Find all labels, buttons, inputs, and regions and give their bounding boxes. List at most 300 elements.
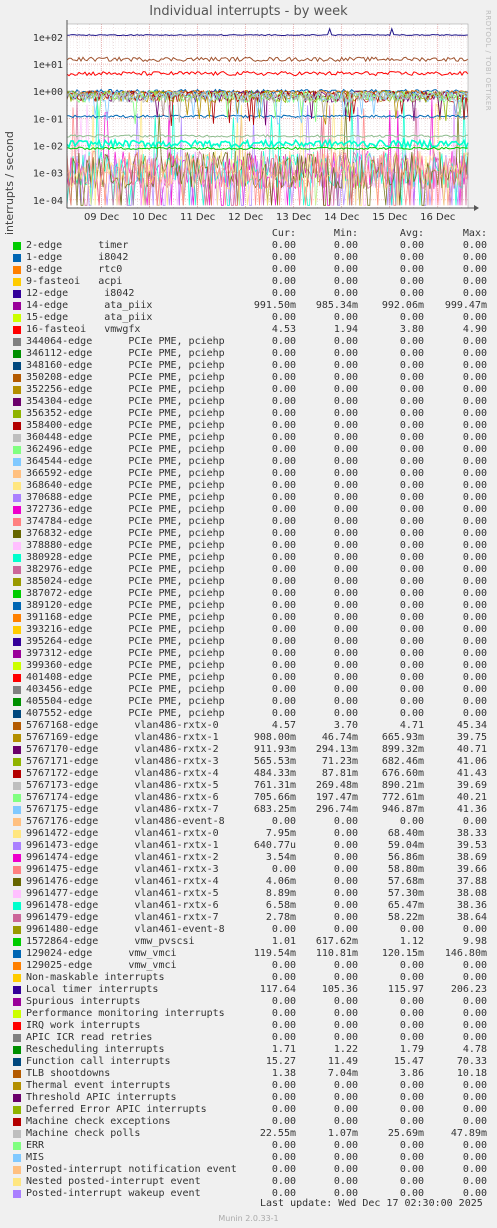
- legend-row: [0, 1068, 497, 1080]
- legend-series-name: 5767171-edge vlan486-rxtx-3: [26, 756, 219, 767]
- legend-swatch: [13, 1022, 21, 1030]
- legend-avg-value: 682.46m: [381, 756, 424, 767]
- legend-max-value: 0.00: [462, 648, 487, 659]
- legend-min-value: 0.00: [333, 648, 358, 659]
- legend-max-value: 70.33: [456, 1056, 487, 1067]
- legend-swatch: [13, 350, 21, 358]
- legend-cur-value: 8.89m: [265, 888, 296, 899]
- legend-cur-value: 0.00: [271, 648, 296, 659]
- legend-min-value: 0.00: [333, 264, 358, 275]
- legend-min-value: 0.00: [333, 312, 358, 323]
- legend-row: [0, 1032, 497, 1044]
- legend-avg-value: 0.00: [399, 384, 424, 395]
- legend-cur-value: 0.00: [271, 600, 296, 611]
- legend-row: [0, 912, 497, 924]
- legend-swatch: [13, 830, 21, 838]
- legend-min-value: 0.00: [333, 852, 358, 863]
- legend-series-name: TLB shootdowns: [26, 1068, 111, 1079]
- legend-max-value: 0.00: [462, 504, 487, 515]
- legend-max-value: 0.00: [462, 528, 487, 539]
- legend-min-value: 0.00: [333, 408, 358, 419]
- legend-avg-value: 0.00: [399, 504, 424, 515]
- legend-avg-value: 0.00: [399, 348, 424, 359]
- legend-row: [0, 612, 497, 624]
- legend-row: [0, 1128, 497, 1140]
- legend-avg-value: 1.79: [399, 1044, 424, 1055]
- legend-cur-value: 0.00: [271, 288, 296, 299]
- legend-max-value: 41.06: [456, 756, 487, 767]
- legend-avg-value: 0.00: [399, 540, 424, 551]
- legend-row: [0, 288, 497, 300]
- legend-cur-value: 908.00m: [253, 732, 296, 743]
- legend-max-value: 0.00: [462, 252, 487, 263]
- legend-cur-value: 4.53: [271, 324, 296, 335]
- legend-swatch: [13, 542, 21, 550]
- legend-header-max: Max:: [462, 228, 487, 239]
- legend-cur-value: 0.00: [271, 1140, 296, 1151]
- legend-min-value: 0.00: [333, 1188, 358, 1199]
- x-tick-label: 16 Dec: [420, 212, 456, 223]
- legend-series-name: 387072-edge PCIe PME, pciehp: [26, 588, 225, 599]
- legend-cur-value: 0.00: [271, 276, 296, 287]
- legend-swatch: [13, 1142, 21, 1150]
- legend-swatch: [13, 866, 21, 874]
- legend-max-value: 38.64: [456, 912, 487, 923]
- legend-avg-value: 0.00: [399, 432, 424, 443]
- legend-cur-value: 0.00: [271, 516, 296, 527]
- legend-series-name: 368640-edge PCIe PME, pciehp: [26, 480, 225, 491]
- legend-row: [0, 780, 497, 792]
- x-tick-label: 15 Dec: [372, 212, 408, 223]
- legend-row: [0, 528, 497, 540]
- legend-row: [0, 1092, 497, 1104]
- legend-max-value: 0.00: [462, 696, 487, 707]
- legend-avg-value: 0.00: [399, 264, 424, 275]
- legend-avg-value: 0.00: [399, 1152, 424, 1163]
- legend-row: [0, 336, 497, 348]
- legend-min-value: 0.00: [333, 660, 358, 671]
- legend-swatch: [13, 818, 21, 826]
- legend-cur-value: 0.00: [271, 504, 296, 515]
- legend-max-value: 0.00: [462, 588, 487, 599]
- legend-max-value: 0.00: [462, 672, 487, 683]
- legend-series-name: Posted-interrupt wakeup event: [26, 1188, 201, 1199]
- legend-avg-value: 0.00: [399, 312, 424, 323]
- legend-avg-value: 0.00: [399, 996, 424, 1007]
- legend-series-name: 344064-edge PCIe PME, pciehp: [26, 336, 225, 347]
- legend-swatch: [13, 710, 21, 718]
- legend-swatch: [13, 614, 21, 622]
- legend-swatch: [13, 914, 21, 922]
- legend-swatch: [13, 998, 21, 1006]
- legend-header-cur: Cur:: [271, 228, 296, 239]
- legend-row: [0, 648, 497, 660]
- legend-max-value: 0.00: [462, 564, 487, 575]
- legend-row: [0, 540, 497, 552]
- legend-row: [0, 420, 497, 432]
- legend-series-name: 5767173-edge vlan486-rxtx-5: [26, 780, 219, 791]
- legend-swatch: [13, 770, 21, 778]
- legend-cur-value: 705.66m: [253, 792, 296, 803]
- legend-swatch: [13, 374, 21, 382]
- legend-row: [0, 708, 497, 720]
- legend-min-value: 0.00: [333, 1080, 358, 1091]
- legend-cur-value: 640.77u: [253, 840, 296, 851]
- legend-cur-value: 119.54m: [253, 948, 296, 959]
- legend-series-name: 356352-edge PCIe PME, pciehp: [26, 408, 225, 419]
- legend-cur-value: 0.00: [271, 1176, 296, 1187]
- legend-cur-value: 0.00: [271, 420, 296, 431]
- legend-min-value: 0.00: [333, 960, 358, 971]
- legend-series-name: 16-fasteoi vmwgfx: [26, 324, 141, 335]
- legend-avg-value: 0.00: [399, 924, 424, 935]
- legend-avg-value: 0.00: [399, 1020, 424, 1031]
- legend-row: [0, 576, 497, 588]
- legend-row: [0, 1164, 497, 1176]
- legend-min-value: 0.00: [333, 876, 358, 887]
- legend-avg-value: 59.04m: [387, 840, 424, 851]
- legend-row: [0, 744, 497, 756]
- legend-swatch: [13, 1058, 21, 1066]
- legend-max-value: 0.00: [462, 336, 487, 347]
- legend-avg-value: 899.32m: [381, 744, 424, 755]
- legend-cur-value: 22.55m: [259, 1128, 296, 1139]
- legend-cur-value: 565.53m: [253, 756, 296, 767]
- legend-series-name: 9961472-edge vlan461-rxtx-0: [26, 828, 219, 839]
- legend-min-value: 0.00: [333, 1140, 358, 1151]
- legend-avg-value: 57.30m: [387, 888, 424, 899]
- legend-min-value: 87.81m: [321, 768, 358, 779]
- legend-min-value: 0.00: [333, 360, 358, 371]
- legend-avg-value: 0.00: [399, 612, 424, 623]
- legend-series-name: 395264-edge PCIe PME, pciehp: [26, 636, 225, 647]
- legend-avg-value: 0.00: [399, 960, 424, 971]
- legend-cur-value: 0.00: [271, 576, 296, 587]
- legend-min-value: 0.00: [333, 708, 358, 719]
- x-tick-label: 12 Dec: [228, 212, 264, 223]
- legend-max-value: 39.66: [456, 864, 487, 875]
- legend-cur-value: 0.00: [271, 708, 296, 719]
- legend-avg-value: 676.60m: [381, 768, 424, 779]
- legend-row: [0, 1116, 497, 1128]
- legend-max-value: 37.88: [456, 876, 487, 887]
- legend-cur-value: 0.00: [271, 816, 296, 827]
- legend-series-name: Machine check polls: [26, 1128, 141, 1139]
- legend-cur-value: 0.00: [271, 1008, 296, 1019]
- legend-series-name: 9961480-edge vlan461-event-8: [26, 924, 225, 935]
- legend-swatch: [13, 1082, 21, 1090]
- legend-avg-value: 0.00: [399, 696, 424, 707]
- legend-min-value: 0.00: [333, 420, 358, 431]
- legend-avg-value: 0.00: [399, 456, 424, 467]
- legend-swatch: [13, 782, 21, 790]
- legend-row: [0, 996, 497, 1008]
- legend-min-value: 3.70: [333, 720, 358, 731]
- legend-row: [0, 624, 497, 636]
- legend-max-value: 45.34: [456, 720, 487, 731]
- legend-series-name: Machine check exceptions: [26, 1116, 171, 1127]
- legend-max-value: 0.00: [462, 384, 487, 395]
- legend-swatch: [13, 986, 21, 994]
- legend-swatch: [13, 662, 21, 670]
- legend-swatch: [13, 578, 21, 586]
- legend-cur-value: 0.00: [271, 996, 296, 1007]
- legend-cur-value: 0.00: [271, 1020, 296, 1031]
- legend-avg-value: 0.00: [399, 396, 424, 407]
- legend-min-value: 0.00: [333, 240, 358, 251]
- legend-max-value: 0.00: [462, 600, 487, 611]
- legend-min-value: 0.00: [333, 1176, 358, 1187]
- legend-avg-value: 0.00: [399, 288, 424, 299]
- y-tick-label: 1e+00: [32, 87, 63, 99]
- legend-swatch: [13, 1118, 21, 1126]
- legend-row: [0, 756, 497, 768]
- legend-row: [0, 840, 497, 852]
- legend-avg-value: 0.00: [399, 552, 424, 563]
- legend-swatch: [13, 266, 21, 274]
- legend-series-name: 376832-edge PCIe PME, pciehp: [26, 528, 225, 539]
- legend-max-value: 0.00: [462, 684, 487, 695]
- legend-max-value: 0.00: [462, 1104, 487, 1115]
- legend-cur-value: 6.58m: [265, 900, 296, 911]
- legend-series-name: 9-fasteoi acpi: [26, 276, 123, 287]
- chart-canvas: [0, 0, 497, 228]
- legend-min-value: 0.00: [333, 1020, 358, 1031]
- legend-row: [0, 276, 497, 288]
- legend-max-value: 0.00: [462, 1008, 487, 1019]
- legend-series-name: 346112-edge PCIe PME, pciehp: [26, 348, 225, 359]
- legend-swatch: [13, 842, 21, 850]
- legend-swatch: [13, 926, 21, 934]
- legend-min-value: 71.23m: [321, 756, 358, 767]
- legend-avg-value: 0.00: [399, 1032, 424, 1043]
- legend-swatch: [13, 902, 21, 910]
- legend-series-name: 9961476-edge vlan461-rxtx-4: [26, 876, 219, 887]
- legend-max-value: 0.00: [462, 468, 487, 479]
- legend-min-value: 269.48m: [315, 780, 358, 791]
- legend-swatch: [13, 302, 21, 310]
- legend-swatch: [13, 938, 21, 946]
- legend-cur-value: 0.00: [271, 624, 296, 635]
- legend-cur-value: 0.00: [271, 240, 296, 251]
- legend-swatch: [13, 278, 21, 286]
- legend-avg-value: 58.22m: [387, 912, 424, 923]
- legend-swatch: [13, 338, 21, 346]
- legend-row: [0, 396, 497, 408]
- legend-cur-value: 4.06m: [265, 876, 296, 887]
- legend-min-value: 0.00: [333, 276, 358, 287]
- legend-max-value: 40.21: [456, 792, 487, 803]
- legend-avg-value: 0.00: [399, 252, 424, 263]
- legend-row: [0, 552, 497, 564]
- legend-cur-value: 911.93m: [253, 744, 296, 755]
- legend-min-value: 0.00: [333, 492, 358, 503]
- legend-min-value: 0.00: [333, 1152, 358, 1163]
- legend-row: [0, 600, 497, 612]
- legend-series-name: 385024-edge PCIe PME, pciehp: [26, 576, 225, 587]
- legend-series-name: 1-edge i8042: [26, 252, 129, 263]
- legend-cur-value: 0.00: [271, 672, 296, 683]
- legend-avg-value: 4.71: [399, 720, 424, 731]
- legend-cur-value: 0.00: [271, 696, 296, 707]
- legend-row: [0, 1140, 497, 1152]
- legend-row: [0, 816, 497, 828]
- legend-series-name: Function call interrupts: [26, 1056, 171, 1067]
- legend-max-value: 38.69: [456, 852, 487, 863]
- legend-row: [0, 672, 497, 684]
- legend-max-value: 0.00: [462, 492, 487, 503]
- legend-swatch: [13, 1034, 21, 1042]
- legend-max-value: 0.00: [462, 972, 487, 983]
- legend-cur-value: 0.00: [271, 960, 296, 971]
- legend-max-value: 0.00: [462, 540, 487, 551]
- legend-cur-value: 0.00: [271, 1080, 296, 1091]
- legend-min-value: 0.00: [333, 900, 358, 911]
- x-tick-label: 13 Dec: [276, 212, 312, 223]
- legend-cur-value: 0.00: [271, 1104, 296, 1115]
- legend-swatch: [13, 890, 21, 898]
- legend-header-min: Min:: [333, 228, 358, 239]
- legend-cur-value: 0.00: [271, 492, 296, 503]
- legend-max-value: 0.00: [462, 396, 487, 407]
- legend-row: [0, 660, 497, 672]
- legend-max-value: 40.71: [456, 744, 487, 755]
- legend-avg-value: 0.00: [399, 684, 424, 695]
- legend-avg-value: 0.00: [399, 1188, 424, 1199]
- x-axis-arrow: [474, 205, 479, 211]
- legend-min-value: 0.00: [333, 828, 358, 839]
- legend-series-name: 354304-edge PCIe PME, pciehp: [26, 396, 225, 407]
- legend-max-value: 0.00: [462, 924, 487, 935]
- legend-series-name: 9961474-edge vlan461-rxtx-2: [26, 852, 219, 863]
- legend-swatch: [13, 482, 21, 490]
- legend-min-value: 1.22: [333, 1044, 358, 1055]
- legend-series-name: 364544-edge PCIe PME, pciehp: [26, 456, 225, 467]
- legend-cur-value: 761.31m: [253, 780, 296, 791]
- legend-min-value: 46.74m: [321, 732, 358, 743]
- legend-avg-value: 0.00: [399, 516, 424, 527]
- legend-min-value: 0.00: [333, 588, 358, 599]
- legend-avg-value: 3.80: [399, 324, 424, 335]
- legend-cur-value: 0.00: [271, 1152, 296, 1163]
- legend-cur-value: 0.00: [271, 480, 296, 491]
- legend-series-name: 5767169-edge vlan486-rxtx-1: [26, 732, 219, 743]
- legend-row: [0, 264, 497, 276]
- legend-row: [0, 960, 497, 972]
- legend-max-value: 0.00: [462, 456, 487, 467]
- legend-max-value: 10.18: [456, 1068, 487, 1079]
- legend-cur-value: 0.00: [271, 1188, 296, 1199]
- legend-max-value: 0.00: [462, 636, 487, 647]
- legend-min-value: 0.00: [333, 468, 358, 479]
- legend-min-value: 0.00: [333, 1032, 358, 1043]
- legend-row: [0, 372, 497, 384]
- legend-cur-value: 7.95m: [265, 828, 296, 839]
- legend-series-name: Spurious interrupts: [26, 996, 141, 1007]
- legend-swatch: [13, 566, 21, 574]
- legend-cur-value: 0.00: [271, 660, 296, 671]
- legend-avg-value: 3.86: [399, 1068, 424, 1079]
- legend-max-value: 0.00: [462, 264, 487, 275]
- legend-max-value: 0.00: [462, 1032, 487, 1043]
- munin-version: Munin 2.0.33-1: [218, 1214, 279, 1223]
- legend-series-name: 382976-edge PCIe PME, pciehp: [26, 564, 225, 575]
- legend-row: [0, 1056, 497, 1068]
- legend-swatch: [13, 962, 21, 970]
- legend-min-value: 0.00: [333, 1092, 358, 1103]
- legend-series-name: IRQ work interrupts: [26, 1020, 141, 1031]
- legend-avg-value: 0.00: [399, 588, 424, 599]
- legend-series-name: 15-edge ata_piix: [26, 312, 153, 323]
- legend-max-value: 0.00: [462, 288, 487, 299]
- legend-cur-value: 0.00: [271, 564, 296, 575]
- legend-max-value: 206.23: [450, 984, 487, 995]
- legend-min-value: 0.00: [333, 552, 358, 563]
- legend-swatch: [13, 398, 21, 406]
- legend-min-value: 0.00: [333, 372, 358, 383]
- legend-cur-value: 484.33m: [253, 768, 296, 779]
- legend-row: [0, 468, 497, 480]
- legend-series-name: 389120-edge PCIe PME, pciehp: [26, 600, 225, 611]
- legend-max-value: 0.00: [462, 612, 487, 623]
- legend-row: [0, 348, 497, 360]
- legend-series-name: Posted-interrupt notification event: [26, 1164, 237, 1175]
- legend-max-value: 0.00: [462, 1188, 487, 1199]
- legend-row: [0, 936, 497, 948]
- legend-series-name: 358400-edge PCIe PME, pciehp: [26, 420, 225, 431]
- legend-min-value: 110.81m: [315, 948, 358, 959]
- legend-series-name: 5767175-edge vlan486-rxtx-7: [26, 804, 219, 815]
- legend-avg-value: 0.00: [399, 1092, 424, 1103]
- legend-series-name: Rescheduling interrupts: [26, 1044, 165, 1055]
- legend-swatch: [13, 446, 21, 454]
- legend-avg-value: 15.47: [393, 1056, 424, 1067]
- legend-series-name: 352256-edge PCIe PME, pciehp: [26, 384, 225, 395]
- legend-series-name: Threshold APIC interrupts: [26, 1092, 177, 1103]
- legend-min-value: 0.00: [333, 348, 358, 359]
- legend-series-name: 5767172-edge vlan486-rxtx-4: [26, 768, 219, 779]
- legend-avg-value: 0.00: [399, 1008, 424, 1019]
- legend-row: [0, 1176, 497, 1188]
- legend-row: [0, 432, 497, 444]
- legend-swatch: [13, 794, 21, 802]
- x-tick-label: 14 Dec: [324, 212, 360, 223]
- legend-cur-value: 0.00: [271, 312, 296, 323]
- legend-avg-value: 68.40m: [387, 828, 424, 839]
- x-tick-label: 09 Dec: [83, 212, 120, 223]
- legend-series-name: 9961478-edge vlan461-rxtx-6: [26, 900, 219, 911]
- legend-min-value: 0.00: [333, 624, 358, 635]
- legend-series-name: 348160-edge PCIe PME, pciehp: [26, 360, 225, 371]
- legend-min-value: 0.00: [333, 540, 358, 551]
- legend-min-value: 1.07m: [327, 1128, 358, 1139]
- legend-min-value: 617.62m: [315, 936, 358, 947]
- legend-series-name: 391168-edge PCIe PME, pciehp: [26, 612, 225, 623]
- legend-swatch: [13, 602, 21, 610]
- legend-row: [0, 492, 497, 504]
- legend-series-name: 407552-edge PCIe PME, pciehp: [26, 708, 225, 719]
- legend-max-value: 0.00: [462, 432, 487, 443]
- legend-row: [0, 312, 497, 324]
- legend-min-value: 0.00: [333, 444, 358, 455]
- legend-row: [0, 504, 497, 516]
- legend-swatch: [13, 494, 21, 502]
- legend-swatch: [13, 1166, 21, 1174]
- legend-swatch: [13, 878, 21, 886]
- legend-swatch: [13, 506, 21, 514]
- legend-swatch: [13, 626, 21, 634]
- legend-cur-value: 991.50m: [253, 300, 296, 311]
